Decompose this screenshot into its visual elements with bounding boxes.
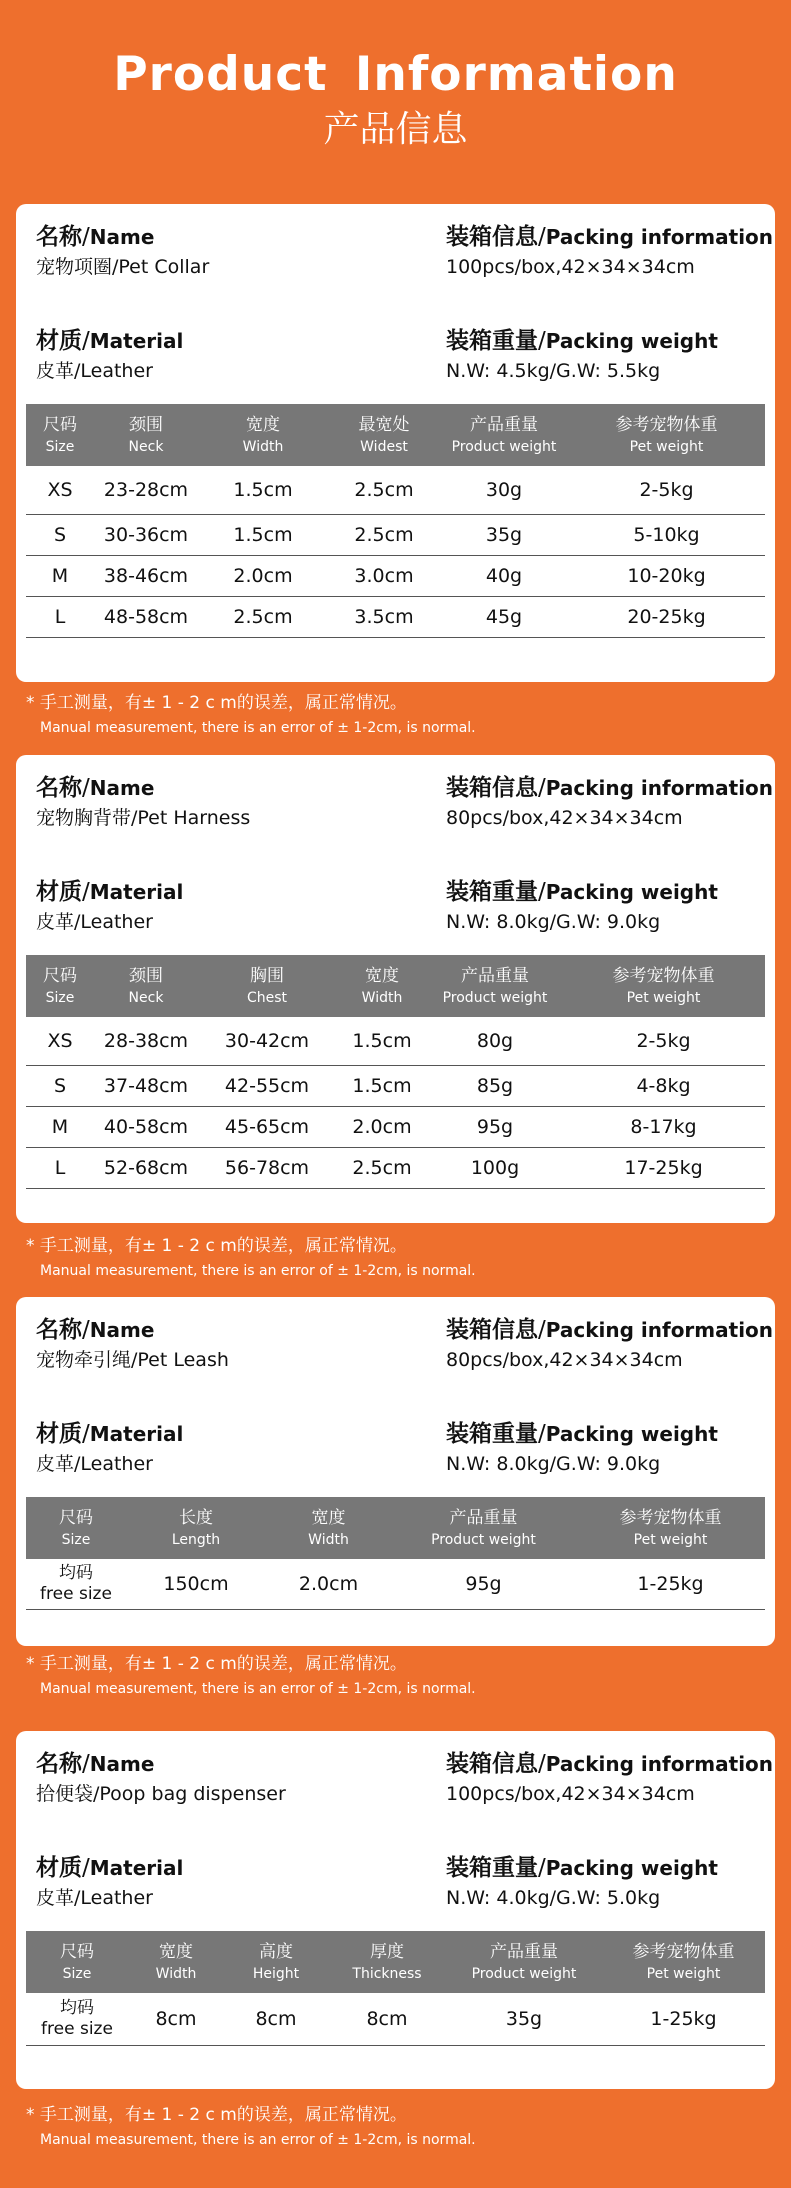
material-label-zh: 材质 — [36, 1855, 82, 1881]
table-cell: 52-68cm — [94, 1148, 198, 1189]
column-header-en: Product weight — [471, 1966, 577, 1982]
packing-weight-label-zh: 装箱重量 — [446, 879, 538, 905]
table-row — [26, 1148, 765, 1189]
table-cell: 85g — [428, 1066, 562, 1107]
product-name-block — [36, 1315, 229, 1373]
measurement-note-zh: * 手工测量，有± 1 - 2 c m的误差，属正常情况。 — [26, 1654, 407, 1674]
label-separator: / — [538, 879, 546, 905]
column-header — [94, 404, 198, 466]
size-table — [26, 955, 765, 1189]
material-value: 皮革/Leather — [36, 360, 153, 382]
column-header-en: Size — [45, 990, 75, 1006]
packing-info-label-zh: 装箱信息 — [446, 775, 538, 801]
packing-weight-block — [446, 1853, 718, 1911]
table-cell — [26, 1993, 128, 2046]
column-header-en: Pet weight — [629, 439, 704, 455]
measurement-note — [26, 1653, 476, 1699]
label-separator: / — [82, 328, 90, 354]
packing-weight-value: N.W: 8.0kg/G.W: 9.0kg — [446, 911, 661, 933]
product-name-label-en: Name — [89, 1318, 155, 1342]
column-header — [576, 1497, 765, 1559]
product-name-value: 宠物胸背带/Pet Harness — [36, 807, 251, 829]
column-header — [266, 1497, 391, 1559]
product-card — [16, 204, 775, 682]
measurement-note-en: Manual measurement, there is an error of ± 1-2cm, is normal. — [40, 1263, 476, 1279]
product-name-label-en: Name — [89, 776, 155, 800]
measurement-note — [26, 2104, 476, 2150]
column-header-zh: 长度 — [179, 1508, 213, 1528]
table-cell: 30-36cm — [94, 515, 198, 556]
packing-info-label — [446, 1315, 773, 1345]
column-header-zh: 尺码 — [60, 1942, 94, 1962]
table-cell: L — [26, 1148, 94, 1189]
column-header-zh: 产品重量 — [449, 1508, 518, 1528]
column-header-zh: 参考宠物体重 — [612, 966, 715, 986]
packing-info-value: 80pcs/box,42×34×34cm — [446, 1349, 683, 1371]
table-cell: 28-38cm — [94, 1017, 198, 1066]
material-label — [36, 1853, 183, 1883]
column-header — [602, 1931, 765, 1993]
table-cell: M — [26, 1107, 94, 1148]
table-row — [26, 1107, 765, 1148]
column-header — [198, 404, 328, 466]
product-name-value: 拾便袋/Poop bag dispenser — [36, 1783, 286, 1805]
table-row — [26, 515, 765, 556]
table-cell: 3.5cm — [328, 597, 440, 638]
measurement-note-zh: * 手工测量，有± 1 - 2 c m的误差，属正常情况。 — [26, 693, 407, 713]
table-cell: 95g — [428, 1107, 562, 1148]
column-header-en: Widest — [360, 439, 408, 455]
packing-info-value: 80pcs/box,42×34×34cm — [446, 807, 683, 829]
column-header-en: Size — [61, 1532, 91, 1548]
table-row — [26, 556, 765, 597]
product-info — [26, 204, 774, 404]
table-cell: 37-48cm — [94, 1066, 198, 1107]
measurement-note-zh: * 手工测量，有± 1 - 2 c m的误差，属正常情况。 — [26, 2105, 407, 2125]
size-table-header — [26, 1497, 765, 1559]
column-header-zh: 产品重量 — [490, 1942, 558, 1962]
material-block — [36, 877, 183, 935]
packing-info-block — [446, 1315, 773, 1373]
product-name-label-zh: 名称 — [36, 775, 82, 801]
label-separator: / — [82, 1855, 90, 1881]
column-header — [428, 955, 562, 1017]
column-header-zh: 厚度 — [370, 1942, 404, 1962]
label-separator: / — [538, 1751, 546, 1777]
page-header — [0, 0, 791, 150]
column-header — [562, 955, 765, 1017]
product-info — [26, 1731, 774, 1931]
column-header-en: Size — [45, 439, 75, 455]
packing-weight-label — [446, 1419, 718, 1449]
table-cell: S — [26, 515, 94, 556]
table-cell: 35g — [440, 515, 568, 556]
table-row — [26, 1017, 765, 1066]
label-separator: / — [82, 224, 90, 250]
column-header-zh: 产品重量 — [461, 966, 529, 986]
table-cell: 2.0cm — [266, 1559, 391, 1610]
table-cell: 100g — [428, 1148, 562, 1189]
measurement-note-en: Manual measurement, there is an error of ± 1-2cm, is normal. — [40, 1681, 476, 1697]
packing-weight-label-en: Packing weight — [545, 880, 718, 904]
packing-info-label — [446, 222, 773, 252]
product-card — [16, 1297, 775, 1646]
packing-weight-label-en: Packing weight — [545, 1856, 718, 1880]
column-header-zh: 宽度 — [159, 1942, 193, 1962]
label-separator: / — [538, 1317, 546, 1343]
column-header-en: Product weight — [431, 1532, 536, 1548]
table-cell: 2.5cm — [336, 1148, 428, 1189]
size-table-header — [26, 955, 765, 1017]
product-name-block — [36, 1749, 286, 1807]
table-cell: 8cm — [224, 1993, 328, 2046]
product-info — [26, 1297, 774, 1497]
product-name-label — [36, 1749, 286, 1779]
column-header-zh: 尺码 — [43, 966, 77, 986]
column-header — [128, 1931, 224, 1993]
product-name-block — [36, 773, 250, 831]
column-header-zh: 胸围 — [250, 966, 284, 986]
column-header-zh: 参考宠物体重 — [615, 415, 718, 435]
table-row — [26, 597, 765, 638]
table-cell — [26, 1559, 126, 1610]
table-cell: 56-78cm — [198, 1148, 336, 1189]
table-cell: 20-25kg — [568, 597, 765, 638]
packing-info-block — [446, 222, 773, 280]
table-row — [26, 1066, 765, 1107]
material-label-en: Material — [89, 329, 184, 353]
table-cell: 1.5cm — [198, 515, 328, 556]
material-value: 皮革/Leather — [36, 911, 153, 933]
packing-weight-label-zh: 装箱重量 — [446, 328, 538, 354]
label-separator: / — [538, 1855, 546, 1881]
column-header — [94, 955, 198, 1017]
table-cell: 1-25kg — [576, 1559, 765, 1610]
column-header — [198, 955, 336, 1017]
table-cell: 1-25kg — [602, 1993, 765, 2046]
material-label-zh: 材质 — [36, 879, 82, 905]
column-header — [328, 1931, 446, 1993]
table-cell: 38-46cm — [94, 556, 198, 597]
table-cell: 17-25kg — [562, 1148, 765, 1189]
table-cell: 48-58cm — [94, 597, 198, 638]
table-cell: 95g — [391, 1559, 576, 1610]
material-label-en: Material — [89, 880, 184, 904]
size-table — [26, 404, 765, 638]
table-cell: 2.5cm — [328, 515, 440, 556]
packing-info-label-zh: 装箱信息 — [446, 1751, 538, 1777]
label-separator: / — [82, 1751, 90, 1777]
column-header-en: Size — [62, 1966, 92, 1982]
product-name-label — [36, 773, 250, 803]
material-block — [36, 1419, 183, 1477]
table-row — [26, 1993, 765, 2046]
column-header-en: Width — [361, 990, 403, 1006]
column-header-en: Product weight — [451, 439, 557, 455]
label-separator: / — [82, 879, 90, 905]
column-header-en: Neck — [128, 990, 164, 1006]
table-cell: 4-8kg — [562, 1066, 765, 1107]
column-header-zh: 尺码 — [59, 1508, 93, 1528]
product-name-label-en: Name — [89, 1752, 155, 1776]
column-header-zh: 宽度 — [311, 1508, 346, 1528]
table-cell: 80g — [428, 1017, 562, 1066]
material-label-zh: 材质 — [36, 1421, 82, 1447]
table-cell: L — [26, 597, 94, 638]
measurement-note — [26, 692, 476, 738]
packing-weight-label-en: Packing weight — [545, 329, 718, 353]
packing-weight-value: N.W: 4.0kg/G.W: 5.0kg — [446, 1887, 661, 1909]
table-cell: 40-58cm — [94, 1107, 198, 1148]
column-header-zh: 颈围 — [129, 415, 163, 435]
product-name-label — [36, 1315, 229, 1345]
table-cell: 8cm — [128, 1993, 224, 2046]
product-info — [26, 755, 774, 955]
table-cell: 5-10kg — [568, 515, 765, 556]
packing-weight-label — [446, 877, 718, 907]
column-header-zh: 宽度 — [365, 966, 399, 986]
page-title-zh: 产品信息 — [323, 109, 468, 150]
column-header — [391, 1497, 576, 1559]
table-cell: 1.5cm — [336, 1017, 428, 1066]
column-header — [26, 955, 94, 1017]
packing-weight-value: N.W: 8.0kg/G.W: 9.0kg — [446, 1453, 661, 1475]
material-block — [36, 1853, 183, 1911]
column-header-en: Pet weight — [646, 1966, 721, 1982]
packing-info-label-zh: 装箱信息 — [446, 224, 538, 250]
packing-info-label-en: Packing information — [545, 225, 774, 249]
column-header-en: Width — [155, 1966, 197, 1982]
packing-weight-label — [446, 326, 718, 356]
product-name-value: 宠物牵引绳/Pet Leash — [36, 1349, 229, 1371]
label-separator: / — [538, 1421, 546, 1447]
product-name-label-en: Name — [89, 225, 155, 249]
product-name-label-zh: 名称 — [36, 1317, 82, 1343]
column-header — [26, 1931, 128, 1993]
table-cell: 45g — [440, 597, 568, 638]
column-header-en: Length — [171, 1532, 221, 1548]
table-cell: 40g — [440, 556, 568, 597]
column-header — [336, 955, 428, 1017]
product-name-block — [36, 222, 209, 280]
column-header-zh: 最宽处 — [358, 415, 410, 435]
column-header-zh: 宽度 — [246, 415, 280, 435]
column-header-en: Pet weight — [633, 1532, 708, 1548]
size-en: free size — [40, 1584, 112, 1604]
label-separator: / — [538, 224, 546, 250]
packing-info-label-zh: 装箱信息 — [446, 1317, 538, 1343]
measurement-note-zh: * 手工测量，有± 1 - 2 c m的误差，属正常情况。 — [26, 1236, 407, 1256]
table-cell: 2.0cm — [336, 1107, 428, 1148]
material-label — [36, 326, 183, 356]
table-row — [26, 466, 765, 515]
table-cell: 1.5cm — [198, 466, 328, 515]
column-header — [224, 1931, 328, 1993]
material-label-en: Material — [89, 1422, 184, 1446]
table-cell: 2-5kg — [562, 1017, 765, 1066]
table-cell: 10-20kg — [568, 556, 765, 597]
packing-info-block — [446, 773, 773, 831]
table-cell: 2.5cm — [198, 597, 328, 638]
material-label-zh: 材质 — [36, 328, 82, 354]
table-cell: M — [26, 556, 94, 597]
product-name-value: 宠物项圈/Pet Collar — [36, 256, 210, 278]
column-header — [440, 404, 568, 466]
column-header-en: Neck — [128, 439, 164, 455]
column-header-en: Chest — [246, 990, 288, 1006]
measurement-note — [26, 1235, 476, 1281]
column-header-zh: 尺码 — [43, 415, 77, 435]
material-value: 皮革/Leather — [36, 1453, 153, 1475]
table-cell: 2.0cm — [198, 556, 328, 597]
product-card — [16, 755, 775, 1223]
packing-info-label — [446, 773, 773, 803]
table-cell: 1.5cm — [336, 1066, 428, 1107]
packing-info-value: 100pcs/box,42×34×34cm — [446, 256, 695, 278]
table-cell: 35g — [446, 1993, 602, 2046]
packing-info-block — [446, 1749, 773, 1807]
packing-info-label-en: Packing information — [545, 1318, 774, 1342]
packing-weight-block — [446, 326, 718, 384]
product-card — [16, 1731, 775, 2089]
table-cell: 30-42cm — [198, 1017, 336, 1066]
column-header-en: Width — [308, 1532, 349, 1548]
table-cell: XS — [26, 1017, 94, 1066]
column-header-en: Product weight — [442, 990, 548, 1006]
column-header — [126, 1497, 266, 1559]
column-header-en: Height — [252, 1966, 300, 1982]
size-en: free size — [41, 2019, 113, 2039]
material-block — [36, 326, 183, 384]
packing-weight-label-zh: 装箱重量 — [446, 1855, 538, 1881]
table-cell: 3.0cm — [328, 556, 440, 597]
table-row — [26, 1559, 765, 1610]
label-separator: / — [82, 1317, 90, 1343]
column-header-en: Thickness — [352, 1966, 422, 1982]
packing-info-label-en: Packing information — [545, 776, 774, 800]
table-cell: 8cm — [328, 1993, 446, 2046]
table-cell: 150cm — [126, 1559, 266, 1610]
table-cell: 23-28cm — [94, 466, 198, 515]
measurement-note-en: Manual measurement, there is an error of ± 1-2cm, is normal. — [40, 720, 476, 736]
size-table-header — [26, 404, 765, 466]
label-separator: / — [82, 1421, 90, 1447]
table-cell: 8-17kg — [562, 1107, 765, 1148]
column-header-en: Pet weight — [626, 990, 701, 1006]
label-separator: / — [82, 775, 90, 801]
material-label-en: Material — [89, 1856, 184, 1880]
packing-weight-label-en: Packing weight — [545, 1422, 718, 1446]
packing-weight-label-zh: 装箱重量 — [446, 1421, 538, 1447]
packing-weight-label — [446, 1853, 718, 1883]
packing-weight-block — [446, 1419, 718, 1477]
size-table — [26, 1497, 765, 1610]
column-header-zh: 参考宠物体重 — [632, 1942, 735, 1962]
product-name-label — [36, 222, 209, 252]
packing-info-label-en: Packing information — [545, 1752, 774, 1776]
column-header-zh: 颈围 — [129, 966, 163, 986]
measurement-note-en: Manual measurement, there is an error of ± 1-2cm, is normal. — [40, 2132, 476, 2148]
size-zh: 均码 — [60, 1998, 94, 2018]
packing-info-value: 100pcs/box,42×34×34cm — [446, 1783, 695, 1805]
packing-weight-block — [446, 877, 718, 935]
material-value: 皮革/Leather — [36, 1887, 153, 1909]
material-label — [36, 1419, 183, 1449]
column-header-zh: 高度 — [259, 1942, 293, 1962]
column-header — [328, 404, 440, 466]
column-header-zh: 产品重量 — [470, 415, 538, 435]
table-cell: S — [26, 1066, 94, 1107]
product-name-label-zh: 名称 — [36, 224, 82, 250]
label-separator: / — [538, 328, 546, 354]
packing-weight-value: N.W: 4.5kg/G.W: 5.5kg — [446, 360, 661, 382]
column-header — [568, 404, 765, 466]
size-zh: 均码 — [59, 1563, 93, 1583]
material-label — [36, 877, 183, 907]
label-separator: / — [538, 775, 546, 801]
table-cell: 30g — [440, 466, 568, 515]
table-cell: 2.5cm — [328, 466, 440, 515]
column-header — [26, 404, 94, 466]
size-table-header — [26, 1931, 765, 1993]
table-cell: XS — [26, 466, 94, 515]
column-header — [26, 1497, 126, 1559]
column-header — [446, 1931, 602, 1993]
packing-info-label — [446, 1749, 773, 1779]
table-cell: 2-5kg — [568, 466, 765, 515]
column-header-en: Width — [242, 439, 284, 455]
product-name-label-zh: 名称 — [36, 1751, 82, 1777]
page-title-en: Product Information — [113, 47, 678, 102]
column-header-zh: 参考宠物体重 — [619, 1508, 722, 1528]
table-cell: 45-65cm — [198, 1107, 336, 1148]
size-table — [26, 1931, 765, 2046]
table-cell: 42-55cm — [198, 1066, 336, 1107]
